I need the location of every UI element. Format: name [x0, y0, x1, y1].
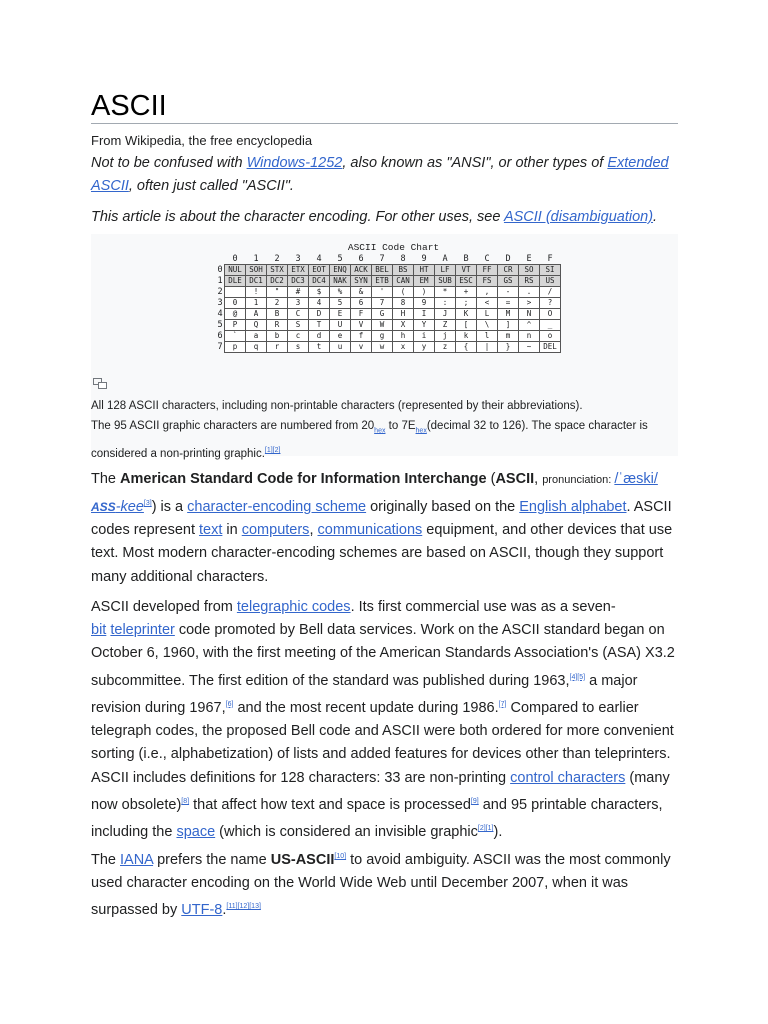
ascii-cell: ) [414, 287, 435, 298]
ascii-cell: M [498, 309, 519, 320]
corner-cell [216, 254, 225, 265]
ascii-cell: O [540, 309, 561, 320]
hex-link[interactable]: hex [415, 427, 427, 435]
ascii-cell: ; [456, 298, 477, 309]
col-header: 6 [358, 254, 364, 264]
hatnote-text: This article is about the character encoding. For other uses, see [91, 209, 504, 225]
text: . [222, 902, 227, 919]
ref-link[interactable]: [7] [498, 700, 507, 708]
ascii-cell: ETX [288, 265, 309, 276]
ascii-cell: 0 [225, 298, 246, 309]
ascii-cell: = [498, 298, 519, 309]
link-telegraphic-codes[interactable]: telegraphic codes [236, 599, 351, 615]
ascii-cell: L [477, 309, 498, 320]
text: . ASCII codes represent [91, 499, 672, 539]
ascii-row [216, 309, 561, 320]
row-header: 2 [217, 287, 223, 297]
col-header: E [526, 254, 532, 264]
ascii-cell: ` [225, 331, 246, 342]
ascii-cell: EOT [309, 265, 330, 276]
ascii-row [216, 287, 561, 298]
enlarge-icon[interactable] [93, 378, 107, 392]
hatnote-text: . [653, 209, 658, 225]
row-header: 6 [217, 331, 223, 341]
ascii-cell: LF [435, 265, 456, 276]
link-teleprinter[interactable]: teleprinter [110, 622, 175, 639]
ascii-cell: US [540, 276, 561, 287]
hatnote-text: , also known as "ANSI", or other types of [342, 155, 608, 171]
ascii-cell: & [351, 287, 372, 298]
ascii-cell: - [498, 287, 519, 298]
ascii-cell: : [435, 298, 456, 309]
ascii-cell: ? [540, 298, 561, 309]
ascii-cell: 4 [309, 298, 330, 309]
ipa-link[interactable]: /ˈæski/ [614, 471, 658, 487]
ascii-cell: DC2 [267, 276, 288, 287]
hex-link[interactable]: hex [374, 427, 386, 435]
ascii-cell: @ [225, 309, 246, 320]
ascii-cell: w [372, 342, 393, 353]
ascii-cell: ESC [456, 276, 477, 287]
ascii-cell: > [519, 298, 540, 309]
ascii-row [216, 342, 561, 353]
link-utf-8[interactable]: UTF-8 [181, 902, 223, 919]
ascii-cell: / [540, 287, 561, 298]
text: ASCII developed from [91, 599, 237, 615]
ascii-cell: q [246, 342, 267, 353]
ascii-cell: a [246, 331, 267, 342]
figure-caption-1: All 128 ASCII characters, including non-printable characters (represented by their abbreviations). [91, 400, 583, 412]
title-divider [91, 123, 678, 124]
ascii-cell: o [540, 331, 561, 342]
col-header: 8 [400, 254, 406, 264]
ascii-cell: l [477, 331, 498, 342]
page-title: ASCII [91, 90, 167, 122]
link-ascii-disambiguation[interactable]: ASCII (disambiguation) [503, 209, 654, 225]
figure-box [91, 234, 678, 461]
chart-title: ASCII Code Chart [347, 242, 440, 253]
row-header: 3 [217, 298, 223, 308]
ascii-cell: BS [393, 265, 414, 276]
ascii-cell: ETB [372, 276, 393, 287]
ascii-row [216, 298, 561, 309]
ascii-cell: ENQ [330, 265, 351, 276]
text: originally based on the [366, 499, 520, 516]
ascii-cell: k [456, 331, 477, 342]
ascii-cell: % [330, 287, 351, 298]
ascii-cell: K [456, 309, 477, 320]
ascii-cell: FF [477, 265, 498, 276]
col-header: F [547, 254, 553, 264]
ascii-cell: d [309, 331, 330, 342]
ascii-cell: e [330, 331, 351, 342]
bold-term: US-ASCII [270, 851, 335, 868]
text: , [534, 471, 543, 487]
pronunciation-label: pronunciation: [542, 474, 615, 486]
ascii-cell: W [372, 320, 393, 331]
text: ASCII includes definitions for 128 characters: 33 are non-printing [91, 770, 511, 786]
col-header: 9 [421, 254, 427, 264]
ascii-cell: BEL [372, 265, 393, 276]
caption-text: The 95 ASCII graphic characters are numbered from 20 [91, 420, 375, 432]
ascii-cell: ~ [519, 342, 540, 353]
text: and 95 printable characters, including the [91, 797, 663, 841]
ref-link[interactable]: [11][12][13] [226, 903, 261, 911]
link-english-alphabet[interactable]: English alphabet [519, 499, 627, 516]
paragraph-history [91, 596, 678, 766]
ref-link[interactable]: [2][1] [477, 825, 494, 833]
ascii-cell: SOH [246, 265, 267, 276]
ascii-cell: FS [477, 276, 498, 287]
ascii-cell: DEL [540, 342, 561, 353]
ascii-cell: < [477, 298, 498, 309]
ascii-cell: SUB [435, 276, 456, 287]
ascii-cell: * [435, 287, 456, 298]
ascii-cell: 8 [393, 298, 414, 309]
ascii-cell: GS [498, 276, 519, 287]
ascii-cell: n [519, 331, 540, 342]
ascii-cell: E [330, 309, 351, 320]
ascii-cell: U [330, 320, 351, 331]
link-text[interactable]: text [199, 522, 223, 539]
hatnote-disambiguation [91, 206, 678, 229]
ascii-cell: V [351, 320, 372, 331]
text: code promoted by Bell data services. Work on the ASCII standard began on October 6, 1960, with the first meeting of the American Standards Association's (ASA) X3.2 subcommittee. The first edition of the standard was published during 1963, [91, 622, 675, 689]
ascii-row [216, 320, 561, 331]
text: in [222, 522, 242, 539]
ascii-cell: DC3 [288, 276, 309, 287]
col-header: 5 [337, 254, 343, 264]
ascii-cell: $ [309, 287, 330, 298]
ascii-cell: EM [414, 276, 435, 287]
text: (many now obsolete) [91, 770, 670, 814]
ascii-cell: z [435, 342, 456, 353]
enlarge-icon-glyph [93, 378, 107, 389]
link-bit[interactable]: bit [91, 622, 107, 639]
ascii-cell: t [309, 342, 330, 353]
ascii-cell: \ [477, 320, 498, 331]
hatnote-text: Not to be confused with [91, 155, 247, 171]
text: to avoid ambiguity. ASCII was the most commonly used character encoding on the World Wide Web until December 2007, when it was surpassed by [91, 851, 671, 919]
ascii-cell: _ [540, 320, 561, 331]
link-character-encoding[interactable]: character-encoding scheme [187, 499, 367, 516]
text: ) is a [151, 499, 188, 516]
row-header: 7 [217, 342, 223, 352]
col-header: D [505, 254, 511, 264]
ascii-cell: p [225, 342, 246, 353]
ref-link[interactable]: [4][5] [569, 673, 586, 681]
link-control-characters[interactable]: control characters [510, 770, 626, 786]
ascii-cell: N [519, 309, 540, 320]
ascii-cell: I [414, 309, 435, 320]
ascii-row [216, 331, 561, 342]
ref-link[interactable]: [10] [334, 853, 347, 860]
ascii-cell: m [498, 331, 519, 342]
ascii-cell: B [267, 309, 288, 320]
col-header: A [442, 254, 448, 264]
ascii-cell: HT [414, 265, 435, 276]
row-header: 5 [217, 320, 223, 330]
ascii-cell: ^ [519, 320, 540, 331]
ascii-row [216, 276, 561, 287]
ascii-cell: 3 [288, 298, 309, 309]
col-header: 3 [295, 254, 301, 264]
text: (which is considered an invisible graphic [215, 824, 478, 841]
row-header: 4 [217, 309, 223, 319]
ascii-cell: 1 [246, 298, 267, 309]
ascii-cell: X [393, 320, 414, 331]
paragraph-iana [91, 845, 678, 922]
ascii-cell: H [393, 309, 414, 320]
hatnote-text: , often just called "ASCII". [128, 178, 294, 194]
ascii-cell: y [414, 342, 435, 353]
text: The [91, 471, 121, 487]
ascii-cell: ] [498, 320, 519, 331]
col-header: C [484, 254, 490, 264]
ascii-cell: J [435, 309, 456, 320]
link-computers[interactable]: computers [241, 522, 310, 539]
ascii-cell: [ [456, 320, 477, 331]
ascii-cell: F [351, 309, 372, 320]
ref-link[interactable]: [8] [181, 798, 190, 806]
ascii-cell: . [519, 287, 540, 298]
ascii-cell: i [414, 331, 435, 342]
ascii-cell: g [372, 331, 393, 342]
ascii-cell [225, 287, 246, 298]
hatnote-confusion [91, 152, 678, 198]
ascii-cell: RS [519, 276, 540, 287]
col-header: 0 [232, 254, 238, 264]
text: . Its first commercial use was as a seven- [350, 599, 616, 615]
ascii-cell: VT [456, 265, 477, 276]
link-extended-ascii[interactable]: Extended ASCII [91, 155, 669, 194]
text: and the most recent update during 1986. [233, 699, 499, 716]
ascii-cell: 9 [414, 298, 435, 309]
ascii-cell: , [477, 287, 498, 298]
row-header: 1 [217, 276, 223, 286]
text: a major revision during 1967, [91, 672, 638, 716]
ascii-cell: ( [393, 287, 414, 298]
tagline: From Wikipedia, the free encyclopedia [91, 133, 313, 148]
ascii-cell: u [330, 342, 351, 353]
ascii-cell: NUL [225, 265, 246, 276]
ascii-cell: SO [519, 265, 540, 276]
ascii-cell: P [225, 320, 246, 331]
ascii-cell: R [267, 320, 288, 331]
ascii-cell: s [288, 342, 309, 353]
ascii-cell: STX [267, 265, 288, 276]
col-header: 7 [379, 254, 385, 264]
ascii-cell: b [267, 331, 288, 342]
ascii-cell: SI [540, 265, 561, 276]
ascii-cell: S [288, 320, 309, 331]
ref-link[interactable]: [6] [225, 700, 234, 708]
ascii-chart-image[interactable] [216, 242, 561, 353]
ascii-cell: D [309, 309, 330, 320]
ascii-cell: NAK [330, 276, 351, 287]
ascii-cell: | [477, 342, 498, 353]
respelling-link[interactable]: ASS [91, 500, 116, 515]
text: The [91, 851, 121, 868]
link-space[interactable]: space [176, 824, 216, 841]
ascii-cell: " [267, 287, 288, 298]
ascii-cell: Y [414, 320, 435, 331]
ascii-cell: x [393, 342, 414, 353]
ascii-cell: ' [372, 287, 393, 298]
ascii-cell: C [288, 309, 309, 320]
caption-text: (decimal 32 to 126). The space character is considered a non-printing graphic. [91, 420, 648, 461]
text: that affect how text and space is processed [189, 797, 471, 814]
row-header: 0 [217, 265, 223, 275]
text: equipment, and other devices that use text. Most modern character-encoding schemes are based on ASCII, though they support many additional characters. [91, 522, 673, 585]
text: ( [486, 471, 496, 487]
ascii-cell: } [498, 342, 519, 353]
ascii-cell: c [288, 331, 309, 342]
ascii-cell: v [351, 342, 372, 353]
ascii-cell: CR [498, 265, 519, 276]
link-windows-1252[interactable]: Windows-1252 [246, 155, 343, 171]
ascii-code-table [216, 254, 561, 353]
ascii-cell: SYN [351, 276, 372, 287]
ref-link[interactable]: [9] [470, 798, 479, 806]
link-iana[interactable]: IANA [120, 851, 154, 868]
ascii-cell: ! [246, 287, 267, 298]
ascii-cell: ACK [351, 265, 372, 276]
ascii-cell: 6 [351, 298, 372, 309]
text: Compared to earlier telegraph codes, the proposed Bell code and ASCII were both ordered for more convenient sorting (i.e., alphabetization) of lists and added features for devices other than teleprinters. [91, 699, 674, 762]
ascii-cell: 5 [330, 298, 351, 309]
paragraph-definitions [91, 767, 678, 844]
ascii-cell: DLE [225, 276, 246, 287]
ascii-cell: Q [246, 320, 267, 331]
ref-link[interactable]: [3] [143, 500, 152, 508]
ascii-cell: DC1 [246, 276, 267, 287]
figure-caption-2 [91, 416, 678, 464]
ascii-cell: f [351, 331, 372, 342]
text: prefers the name [153, 851, 271, 868]
ref-link[interactable]: [1][2] [264, 447, 281, 455]
col-header: B [463, 254, 469, 264]
ascii-cell: # [288, 287, 309, 298]
caption-text: to 7E [385, 420, 416, 432]
ascii-cell: DC4 [309, 276, 330, 287]
col-header: 4 [316, 254, 322, 264]
text: ). [493, 824, 503, 841]
bold-term: ASCII [495, 471, 535, 487]
ascii-cell: Z [435, 320, 456, 331]
link-communications[interactable]: communications [317, 522, 423, 539]
ascii-cell: r [267, 342, 288, 353]
col-header: 2 [274, 254, 280, 264]
ascii-cell: A [246, 309, 267, 320]
ascii-cell: + [456, 287, 477, 298]
ascii-row [216, 265, 561, 276]
ascii-cell: j [435, 331, 456, 342]
ascii-cell: G [372, 309, 393, 320]
bold-term: American Standard Code for Information Interchange [120, 471, 487, 487]
ascii-cell: 7 [372, 298, 393, 309]
ascii-cell: 2 [267, 298, 288, 309]
col-header: 1 [253, 254, 259, 264]
ascii-cell: T [309, 320, 330, 331]
respelling-link[interactable]: -kee [115, 499, 144, 516]
ascii-cell: h [393, 331, 414, 342]
paragraph-intro [91, 468, 678, 589]
text: , [309, 522, 318, 539]
ascii-cell: { [456, 342, 477, 353]
ascii-cell: CAN [393, 276, 414, 287]
